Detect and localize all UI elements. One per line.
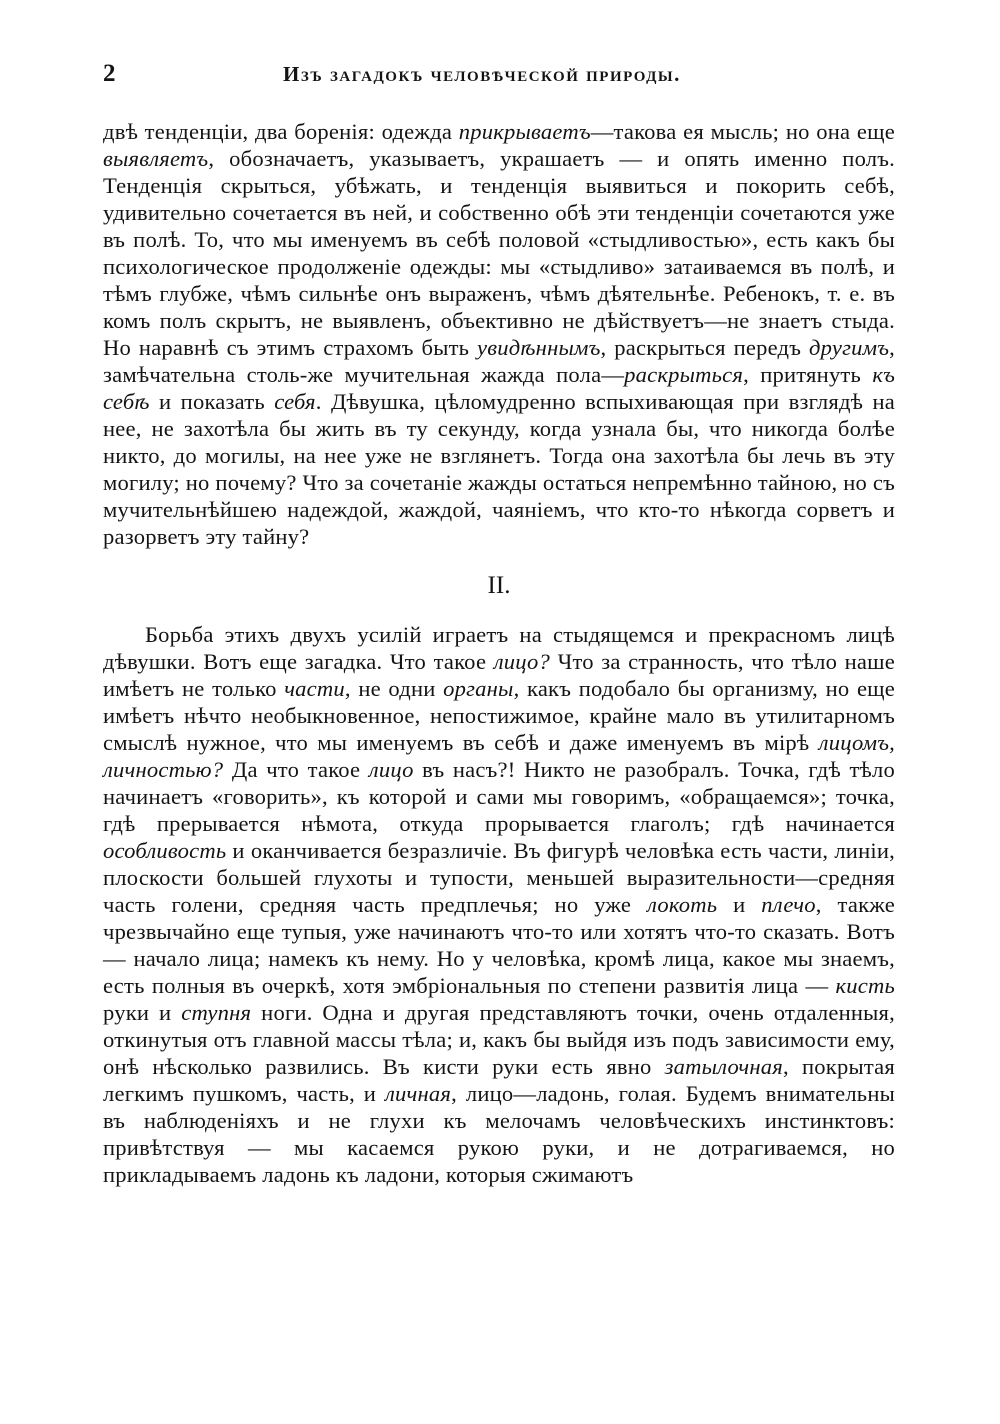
running-title: Изъ загадокъ человѣческой природы. [283, 62, 681, 86]
italic-run: къ себѣ [103, 362, 896, 414]
text-run: . Дѣвушка, цѣломудренно вспыхивающая при взглядѣ на нее, не захотѣла бы жить въ ту секунду, когда узнала бы, что никогда болѣе никто, до могилы, на нее уже не взглянетъ. Тогда она захотѣла бы лечь въ эту могилу; но почему? Что за сочетаніе жажды остаться непремѣнно тайною, но съ мучительнѣйшею надеждой, жаждой, чаяніемъ, что кто-то нѣкогда сорветъ и разорветъ эту тайну? [103, 389, 895, 549]
text-run: , покрытая легкимъ пушкомъ, часть, и [103, 1054, 895, 1106]
text-run: и оканчивается безразличіе. Въ фигурѣ человѣка есть части, линіи, плоскости большей глухоты и тупости, меньшей выразительности—средняя часть голени, средняя часть предплечья; но уже [103, 838, 895, 917]
italic-run: органы [443, 676, 514, 701]
italic-run: увидѣннымъ [477, 335, 601, 360]
italic-run: себя [274, 389, 316, 414]
italic-run: ступня [181, 1000, 252, 1025]
text-run: Борьба этихъ двухъ усилій играетъ на стыдящемся и прекрасномъ лицѣ дѣвушки. Вотъ еще загадка. Что такое [103, 622, 895, 674]
italic-run: лицо [368, 757, 414, 782]
text-run: Что за странность, что тѣло наше имѣетъ не только [103, 649, 895, 701]
italic-run: лицо? [493, 649, 551, 674]
italic-run: прикрываетъ [458, 119, 591, 144]
running-head [103, 58, 895, 92]
text-run: ноги. Одна и другая представляютъ точки, очень отдаленныя, откинутыя отъ главной массы тѣла; и, какъ бы выйдя изъ подъ зависимости ему, онѣ нѣсколько развились. Въ кисти руки есть явно [103, 1000, 896, 1079]
text-run: и [717, 892, 762, 917]
text-run: —такова ея мысль; но она еще [590, 119, 895, 144]
text-run: въ насъ?! Никто не разобралъ. Точка, гдѣ тѣло начинаетъ «говорить», къ которой и сами мы говоримъ, «обращаемся»; точка, гдѣ прерывается нѣмота, откуда прорывается глаголъ; гдѣ начинается [103, 757, 895, 836]
paragraph-continuation [103, 118, 895, 550]
italic-run: другимъ [809, 335, 890, 360]
italic-run: лицомъ, личностью? [103, 730, 895, 782]
text-run: и показать [149, 389, 275, 414]
text-run: руки и [103, 1000, 182, 1025]
text-run: , обозначаетъ, указываетъ, украшаетъ — и опять именно полъ. Тенденція скрыться, убѣжать, и тенденція выявиться и покорить себѣ, удивительно сочетается въ ней, и собственно обѣ эти тенденціи сочетаются уже въ полѣ. То, что мы именуемъ въ себѣ половой «стыдливостью», есть какъ бы психологическое продолженіе одежды: мы «стыдливо» затаиваемся въ полѣ, и тѣмъ глубже, чѣмъ сильнѣе онъ выраженъ, чѣмъ дѣятельнѣе. Ребенокъ, т. е. въ комъ полъ скрытъ, не выявленъ, объективно не дѣйствуетъ—не знаетъ стыда. Но наравнѣ съ этимъ страхомъ быть [103, 146, 895, 360]
italic-run: локоть [647, 892, 718, 917]
book-page [103, 58, 895, 1188]
italic-run: особливость [103, 838, 227, 863]
italic-run: выявляетъ [103, 146, 209, 171]
text-run: , не одни [344, 676, 444, 701]
section-heading: II. [487, 572, 511, 599]
text-run: , также чрезвычайно еще тупыя, уже начинаютъ что-то или хотятъ что-то сказать. Вотъ — начало лица; намекъ къ нему. Но у человѣка, кромѣ лица, какое мы знаемъ, есть полныя въ очеркѣ, хотя эмбріональныя по степени развитія лица — [103, 892, 895, 998]
italic-run: части [284, 676, 345, 701]
text-run: , лицо—ладонь, голая. Будемъ внимательны въ наблюденіяхъ и не глухи къ мелочамъ человѣческихъ инстинктовъ: привѣтствуя — мы касаемся рукою руки, и не дотрагиваемся, но прикладываемъ ладонь къ ладони, которыя сжимаютъ [103, 1081, 895, 1187]
paragraph-section-2 [103, 621, 895, 1188]
italic-run: личная [384, 1081, 452, 1106]
body-text [103, 118, 895, 1188]
text-run: , раскрыться передъ [600, 335, 810, 360]
italic-run: раскрыться [624, 362, 744, 387]
italic-run: кисть [835, 973, 895, 998]
text-run: двѣ тенденціи, два боренія: одежда [103, 119, 459, 144]
italic-run: затылочная [664, 1054, 783, 1079]
text-run: , замѣчательна столь-же мучительная жажда пола— [103, 335, 895, 387]
page-number: 2 [103, 60, 116, 87]
text-run: Да что такое [223, 757, 369, 782]
italic-run: плечо [761, 892, 816, 917]
text-run: , притянуть [743, 362, 873, 387]
text-run: , какъ подобало бы организму, но еще имѣетъ нѣчто необыкновенное, непостижимое, крайне мало въ утилитарномъ смыслѣ нужное, что мы именуемъ въ себѣ и даже именуемъ въ мірѣ [103, 676, 895, 755]
